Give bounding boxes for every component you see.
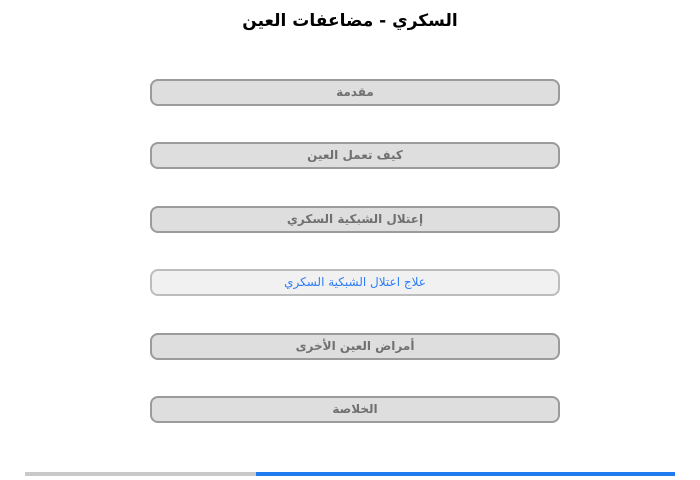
menu-item-summary[interactable]: الخلاصة: [150, 396, 560, 423]
chapter-menu: [150, 79, 560, 459]
menu-item-other-eye-diseases[interactable]: أمراض العين الأخرى: [150, 333, 560, 360]
menu-item-how-eye-works[interactable]: كيف تعمل العين: [150, 142, 560, 169]
menu-item-introduction[interactable]: مقدمة: [150, 79, 560, 106]
progress-bar-fill: [256, 472, 675, 476]
menu-item-retinopathy-treatment[interactable]: علاج اعتلال الشبكية السكري: [150, 269, 560, 296]
menu-item-diabetic-retinopathy[interactable]: إعتلال الشبكية السكري: [150, 206, 560, 233]
page-title: السكري - مضاعفات العين: [242, 11, 458, 31]
progress-bar: [25, 472, 675, 476]
